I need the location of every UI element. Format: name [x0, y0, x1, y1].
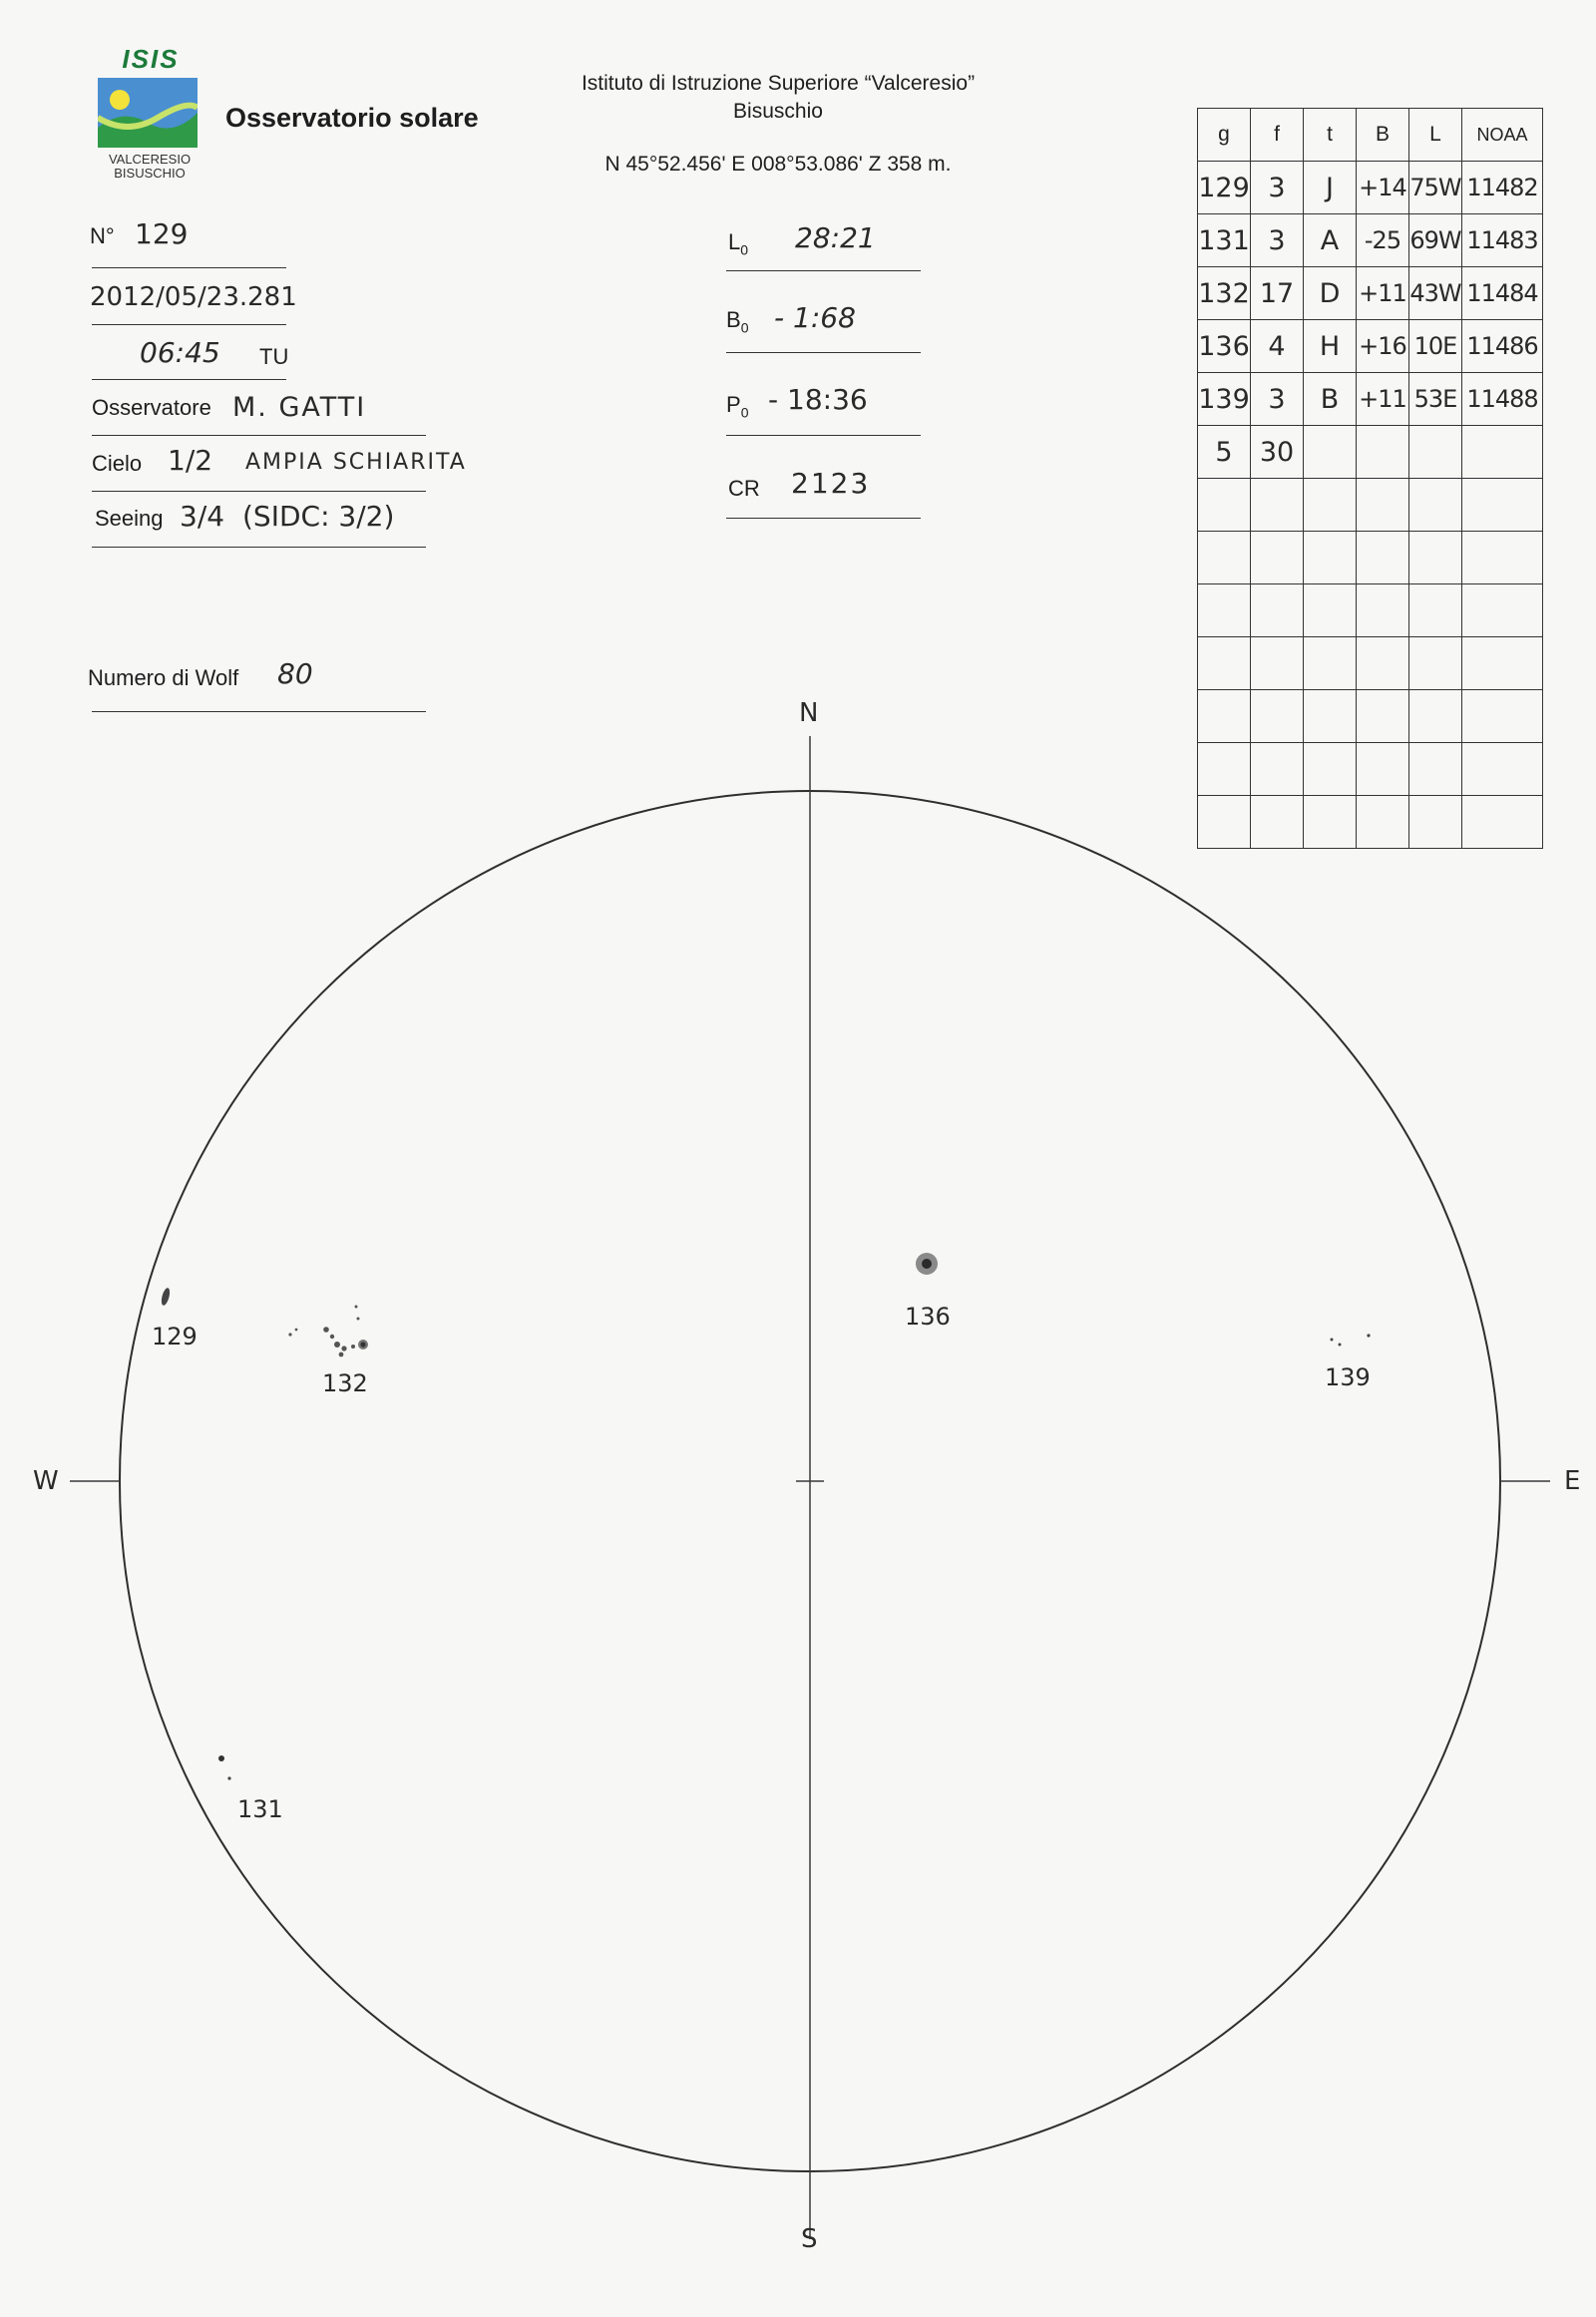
table-cell: 4	[1251, 320, 1304, 373]
table-cell: 17	[1251, 267, 1304, 320]
institute-name: Istituto di Istruzione Superiore “Valceresio” Bisuschio	[581, 72, 976, 123]
time-unit: TU	[259, 344, 289, 369]
time-value: 06:45	[140, 336, 220, 369]
wolf-number-label: Numero di Wolf	[88, 665, 239, 690]
sky-value: 1/2	[168, 444, 213, 477]
table-cell: 5	[1198, 426, 1251, 479]
table-cell: 139	[1198, 373, 1251, 426]
seeing-value: 3/4	[180, 500, 225, 533]
logo-caption: VALCERESIO BISUSCHIO	[108, 152, 192, 181]
logo-wordmark: ISIS	[122, 44, 180, 74]
table-header-cell: L	[1409, 109, 1462, 162]
table-header-cell: B	[1357, 109, 1409, 162]
group-label-136: 136	[905, 1303, 951, 1331]
group-label-129: 129	[152, 1323, 198, 1351]
table-cell: -25	[1357, 214, 1409, 267]
table-cell: +14	[1357, 162, 1409, 214]
p0-value: - 18:36	[768, 383, 868, 416]
site-coordinates: N 45°52.456' E 008°53.086' Z 358 m.	[604, 153, 952, 176]
table-cell: 11484	[1462, 267, 1543, 320]
west-label: W	[33, 1466, 59, 1496]
table-cell: 75W	[1409, 162, 1462, 214]
l0-label: $L_0$	[728, 229, 749, 258]
sunspot-group-136	[916, 1253, 938, 1275]
p0-label: $P_0$	[726, 392, 749, 421]
number-value: 129	[135, 217, 189, 250]
wolf-number-value: 80	[277, 657, 313, 690]
group-label-131: 131	[237, 1795, 283, 1823]
seeing-label: Seeing	[95, 506, 164, 531]
seeing-note: (SIDC: 3/2)	[242, 500, 395, 533]
table-cell: +11	[1357, 267, 1409, 320]
table-header-cell: g	[1198, 109, 1251, 162]
b0-value: - 1:68	[774, 301, 856, 334]
observer-label: Osservatore	[92, 395, 211, 420]
table-cell: 69W	[1409, 214, 1462, 267]
table-cell: 11482	[1462, 162, 1543, 214]
page-title: Osservatorio solare	[225, 103, 479, 133]
l0-value: 28:21	[795, 221, 876, 254]
sky-note: AMPIA SCHIARITA	[245, 450, 467, 475]
east-label: E	[1564, 1466, 1581, 1496]
table-cell: +16	[1357, 320, 1409, 373]
b0-label: $B_0$	[726, 307, 749, 336]
table-cell: 53E	[1409, 373, 1462, 426]
table-cell: 11486	[1462, 320, 1543, 373]
table-cell: 132	[1198, 267, 1251, 320]
table-cell: 43W	[1409, 267, 1462, 320]
table-cell: 11483	[1462, 214, 1543, 267]
north-label: N	[799, 698, 819, 728]
table-cell: 10E	[1409, 320, 1462, 373]
table-cell: 3	[1251, 162, 1304, 214]
sunspot-group-132	[288, 1306, 368, 1357]
table-cell: 3	[1251, 214, 1304, 267]
sunspot-group-139	[1331, 1334, 1371, 1346]
sunspot-group-129	[160, 1287, 171, 1306]
observer-value: M. GATTI	[232, 392, 367, 423]
table-cell: +11	[1357, 373, 1409, 426]
table-cell: H	[1304, 320, 1357, 373]
table-cell: 30	[1251, 426, 1304, 479]
table-header-cell: f	[1251, 109, 1304, 162]
table-cell: J	[1304, 162, 1357, 214]
number-label: N°	[90, 223, 115, 248]
table-cell: 129	[1198, 162, 1251, 214]
table-cell: 131	[1198, 214, 1251, 267]
sky-label: Cielo	[92, 451, 143, 476]
table-header-cell: t	[1304, 109, 1357, 162]
south-label: S	[801, 2224, 818, 2254]
sunspot-group-131	[218, 1755, 231, 1780]
table-cell: B	[1304, 373, 1357, 426]
group-label-132: 132	[322, 1369, 368, 1397]
table-cell: A	[1304, 214, 1357, 267]
table-cell: 136	[1198, 320, 1251, 373]
date-value: 2012/05/23.281	[90, 282, 297, 312]
table-header-cell: NOAA	[1462, 109, 1543, 162]
table-cell: D	[1304, 267, 1357, 320]
table-cell: 3	[1251, 373, 1304, 426]
group-label-139: 139	[1325, 1363, 1371, 1391]
carrington-rotation-value: 2123	[791, 467, 871, 500]
carrington-rotation-label: CR	[728, 476, 760, 501]
table-cell: 11488	[1462, 373, 1543, 426]
